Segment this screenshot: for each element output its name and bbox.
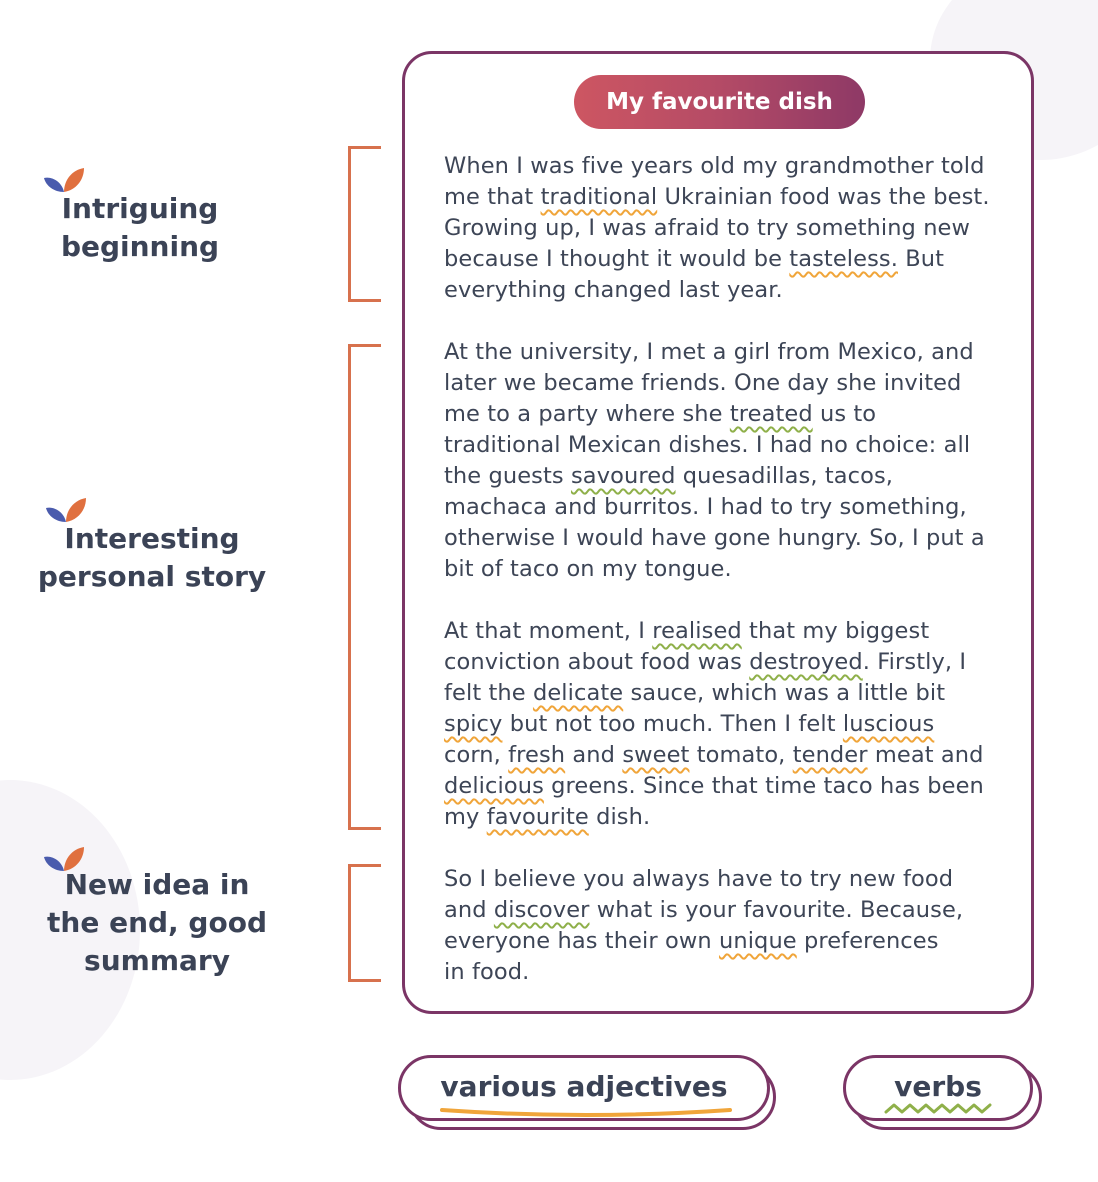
text-segment: At that moment, I	[444, 618, 653, 644]
text-line	[444, 461, 1014, 492]
text-segment: Ukrainian food was the best.	[657, 184, 990, 210]
verb-word: discover	[493, 897, 590, 923]
text-line	[444, 430, 1014, 461]
verb-word: destroyed	[749, 649, 863, 675]
text-line	[444, 337, 1014, 368]
text-segment: me that	[444, 184, 541, 210]
text-segment: and	[565, 742, 623, 768]
label-new-idea-summary	[40, 866, 274, 980]
text-segment: in food.	[444, 959, 530, 985]
text-segment: dish.	[588, 804, 651, 830]
text-line	[444, 554, 1014, 585]
label-interesting-personal-story	[30, 520, 274, 596]
verb-word: realised	[652, 618, 742, 644]
text-segment: corn,	[444, 742, 509, 768]
text-segment: that my biggest	[741, 618, 930, 644]
text-segment: us to	[812, 401, 877, 427]
text-segment: everyone has their own	[444, 928, 719, 954]
text-segment: So I believe you always have to try new food	[444, 866, 954, 892]
adjective-word: luscious	[842, 711, 935, 737]
text-line	[444, 399, 1014, 430]
text-segment: me to a party where she	[444, 401, 730, 427]
text-line	[444, 244, 1014, 275]
verb-word: savoured	[570, 463, 676, 489]
text-segment: everything changed last year.	[444, 277, 783, 303]
text-segment: what is your favourite. Because,	[589, 897, 964, 923]
text-segment: conviction about food was	[444, 649, 750, 675]
text-segment: tomato,	[689, 742, 793, 768]
text-line	[444, 771, 1014, 802]
text-segment: preferences	[796, 928, 939, 954]
text-segment: felt the	[444, 680, 533, 706]
bracket-story	[348, 344, 381, 830]
text-line	[444, 926, 1014, 957]
adjective-word: tender	[792, 742, 868, 768]
text-segment: but not too much. Then I felt	[502, 711, 843, 737]
paragraph-4	[444, 864, 1014, 988]
label-line: Intriguing	[61, 192, 219, 225]
text-line	[444, 368, 1014, 399]
paragraph-2	[444, 337, 1014, 585]
text-segment: later we became friends. One day she invited	[444, 370, 962, 396]
adjective-word: spicy	[444, 711, 503, 737]
text-segment: meat and	[867, 742, 984, 768]
verb-word: treated	[729, 401, 813, 427]
text-line	[444, 275, 1014, 306]
text-segment: and	[444, 897, 494, 923]
paragraph-1	[444, 151, 1014, 306]
text-segment: When I was five years old my grandmother told	[444, 153, 985, 179]
adjective-word: sweet	[622, 742, 690, 768]
label-line: New idea in	[64, 868, 250, 901]
bracket-end	[348, 864, 381, 982]
label-intriguing-beginning	[40, 190, 240, 266]
label-line: Interesting	[64, 522, 240, 555]
text-segment: sauce, which was a little bit	[623, 680, 946, 706]
adjective-word: fresh	[508, 742, 566, 768]
text-segment: because I thought it would be	[444, 246, 790, 272]
text-line	[444, 802, 1014, 833]
text-line	[444, 523, 1014, 554]
label-line: personal story	[37, 560, 267, 593]
text-line	[444, 895, 1014, 926]
label-line: the end, good	[47, 906, 267, 939]
adjective-word: traditional	[540, 184, 658, 210]
text-segment: my	[444, 804, 487, 830]
adjective-word: delicate	[532, 680, 624, 706]
text-segment: At the university, I met a girl from Mexico, and	[444, 339, 974, 365]
text-line	[444, 709, 1014, 740]
adjective-word: delicious	[444, 773, 544, 799]
text-segment: traditional Mexican dishes. I had no choice: all	[444, 432, 971, 458]
adjectives-underline	[440, 1106, 732, 1118]
text-line	[444, 182, 1014, 213]
adjective-word: tasteless.	[789, 246, 898, 272]
text-segment: greens. Since that time taco has been	[543, 773, 984, 799]
text-line	[444, 492, 1014, 523]
text-line	[444, 740, 1014, 771]
text-line	[444, 213, 1014, 244]
text-segment: But	[898, 246, 945, 272]
text-segment: quesadillas, tacos,	[675, 463, 894, 489]
adjective-word: unique	[718, 928, 797, 954]
verbs-underline	[884, 1102, 994, 1116]
label-line: summary	[84, 944, 230, 977]
bracket-intro	[348, 146, 381, 302]
paragraph-3	[444, 616, 1014, 833]
text-segment: machaca and burritos. I had to try something,	[444, 494, 967, 520]
text-segment: Growing up, I was afraid to try something new	[444, 215, 970, 241]
text-segment: bit of taco on my tongue.	[444, 556, 732, 582]
text-line	[444, 616, 1014, 647]
essay-title: My favourite dish	[574, 75, 865, 129]
text-line	[444, 647, 1014, 678]
verbs-legend-label: verbs	[894, 1070, 982, 1103]
text-segment: the guests	[444, 463, 571, 489]
label-line: beginning	[60, 230, 220, 263]
adjectives-legend-label: various adjectives	[440, 1070, 728, 1103]
adjective-word: favourite	[486, 804, 589, 830]
text-segment: . Firstly, I	[862, 649, 967, 675]
text-segment: otherwise I would have gone hungry. So, I put a	[444, 525, 985, 551]
text-line	[444, 864, 1014, 895]
text-line	[444, 151, 1014, 182]
text-line	[444, 957, 1014, 988]
text-line	[444, 678, 1014, 709]
